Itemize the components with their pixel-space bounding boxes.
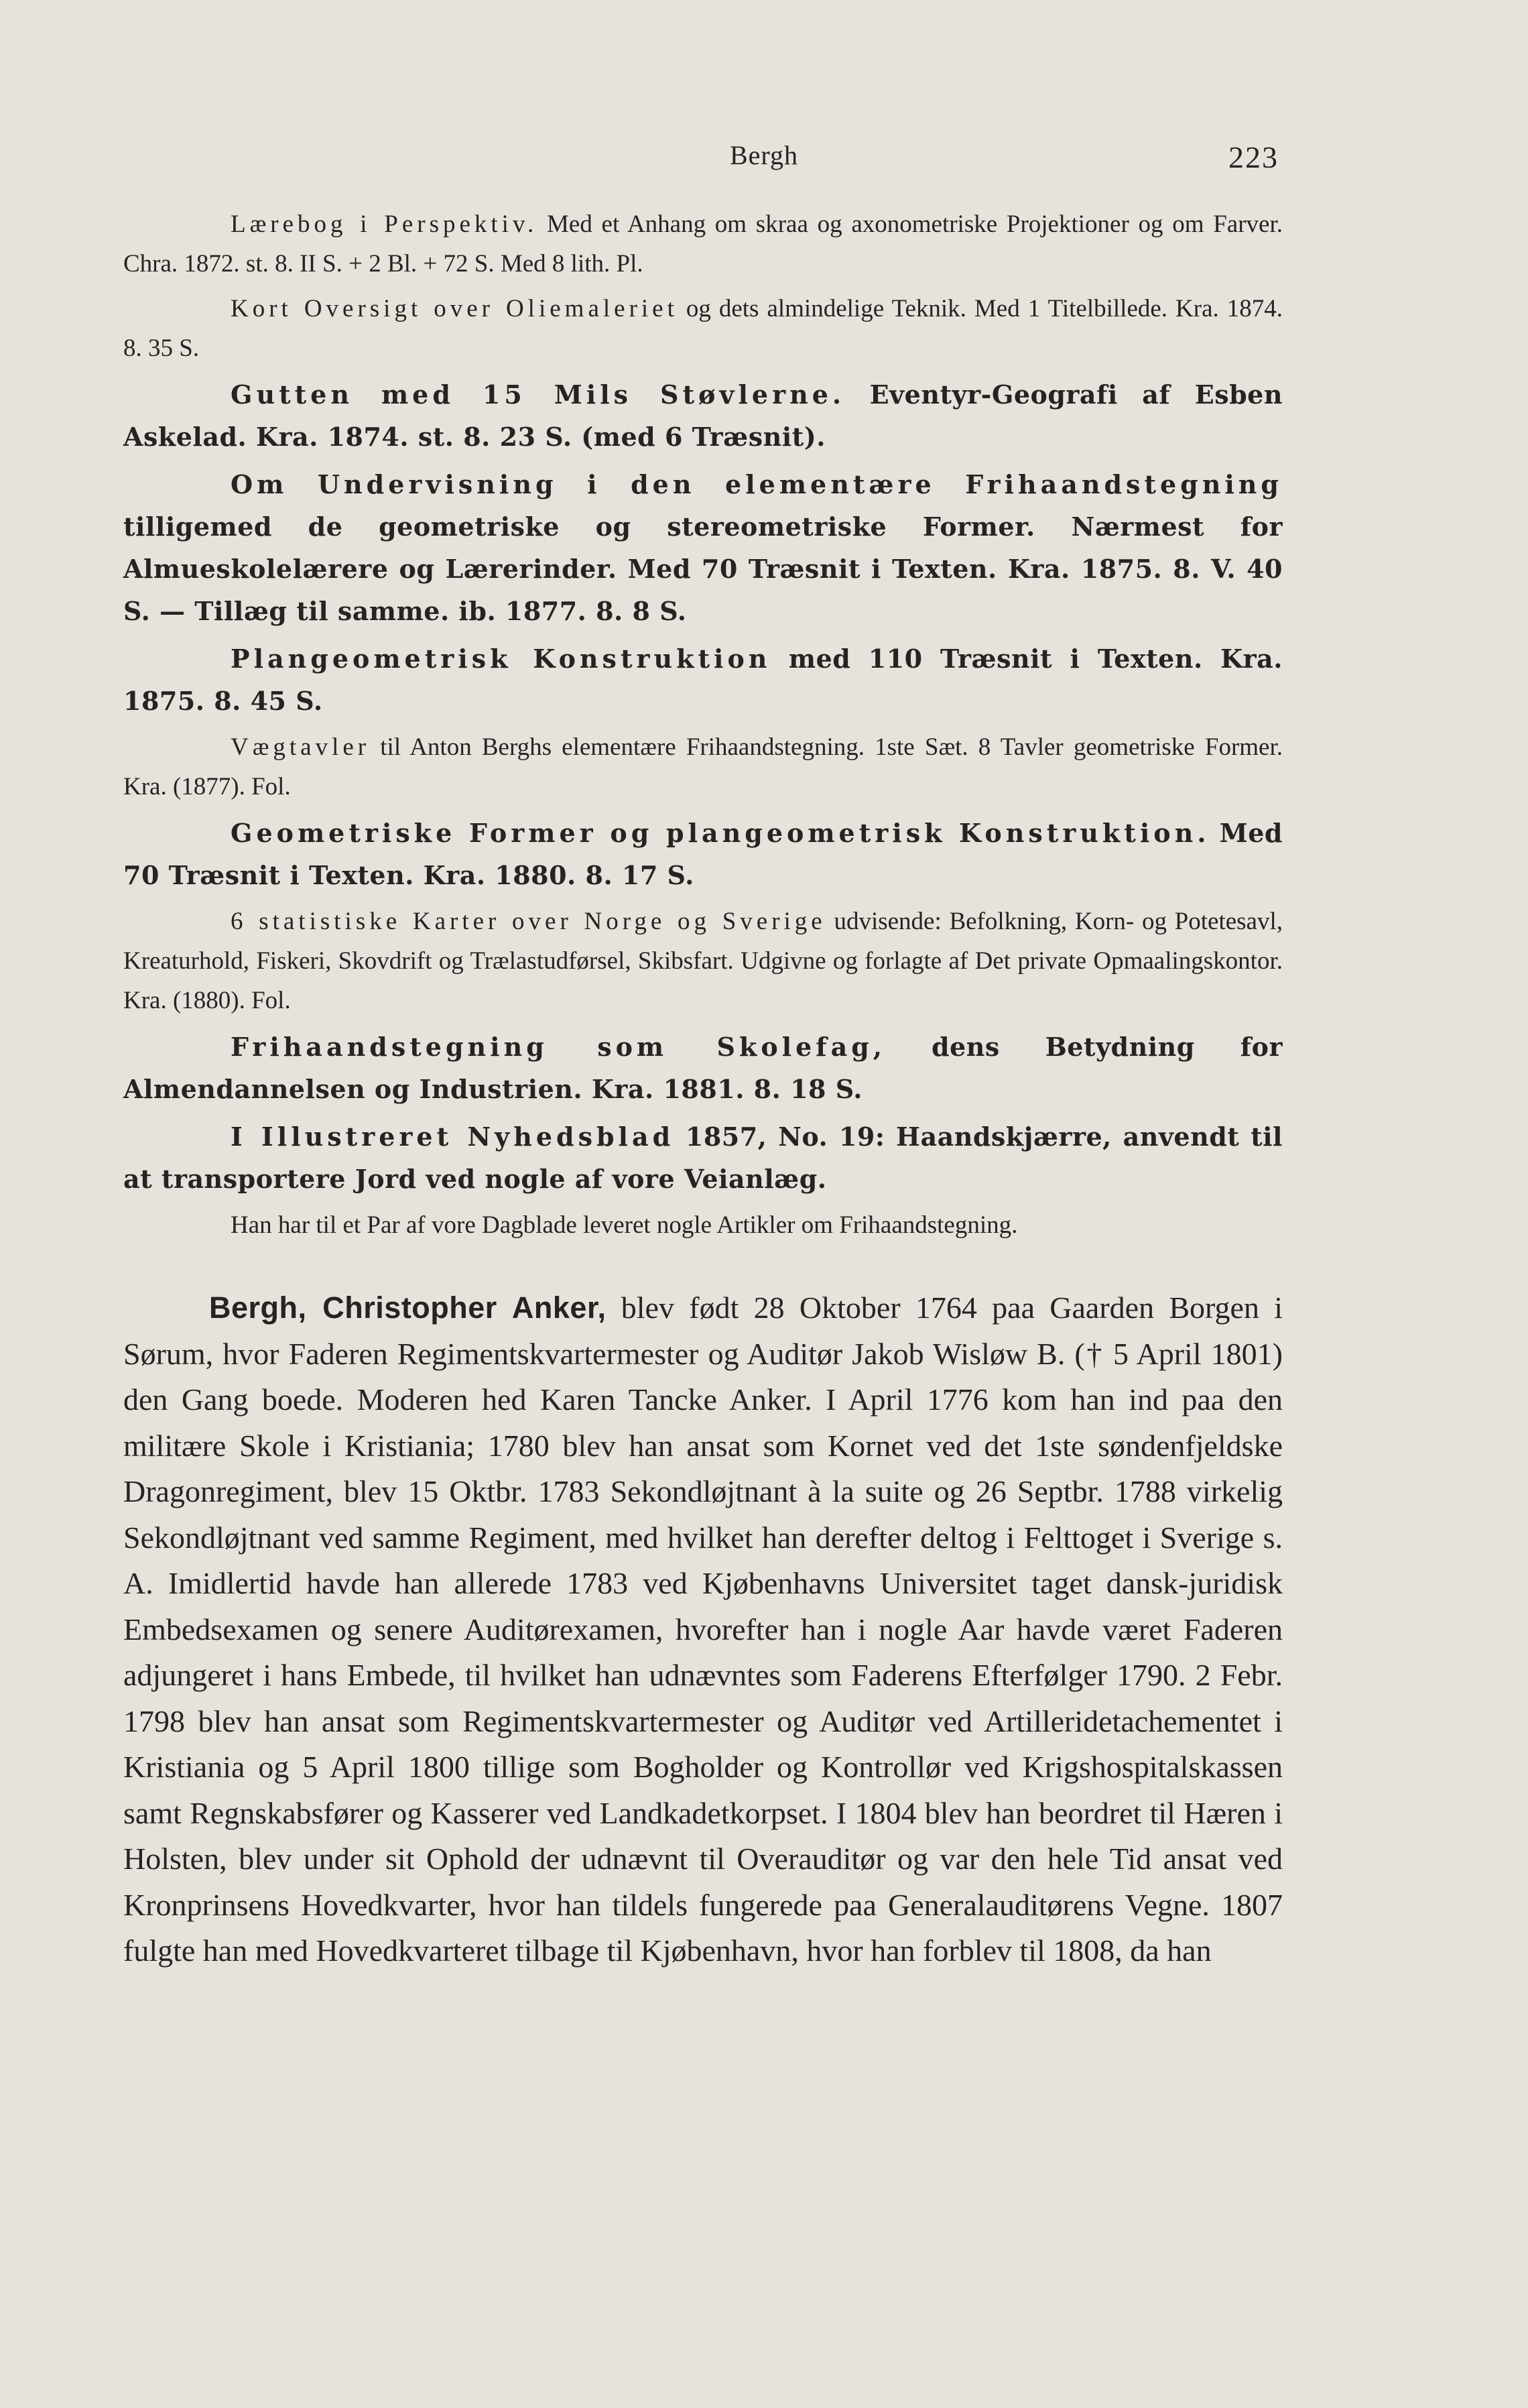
entry-title: 6 statistiske Karter over Norge og Sverige (231, 908, 826, 935)
bibliography-entry (123, 1026, 1283, 1110)
entry-title: Gutten med 15 Mils Støvlerne. (231, 379, 846, 410)
entry-title: Vægtavler (231, 733, 371, 761)
entry-details: til Anton Berghs elementære Frihaandstegning. 1ste Sæt. 8 Tavler geometriske Former. Kra. (1877). Fol. (123, 733, 1283, 800)
bibliography-entry (123, 638, 1283, 722)
biography-text: blev født 28 Oktober 1764 paa Gaarden Borgen i Sørum, hvor Faderen Regimentskvartermester og Auditør Jakob Wisløw B. († 5 April 1801) den Gang boede. Moderen hed Karen Tancke Anker. I April 1776 kom han ind paa den militære Skole i Kristiania; 1780 blev han ansat som Kornet ved det 1ste søndenfjeldske Dragonregiment, blev 15 Oktbr. 1783 Sekondløjtnant à la suite og 26 Septbr. 1788 virkelig Sekondløjtnant ved samme Regiment, med hvilket han derefter deltog i Felttoget i Sverige s. A. Imidlertid havde han allerede 1783 ved Kjøbenhavns Universitet taget dansk-juridisk Embedsexamen og senere Auditørexamen, hvorefter han i nogle Aar havde været Faderen adjungeret i hans Embede, til hvilket han udnævntes som Faderens Efterfølger 1790. 2 Febr. 1798 blev han ansat som Regimentskvartermester og Auditør ved Artilleridetachementet i Kristiania og 5 April 1800 tillige som Bogholder og Kontrollør ved Krigshospitalskassen samt Regnskabsfører og Kasserer ved Landkadetkorpset. I 1804 blev han beordret til Hæren i Holsten, blev under sit Ophold der udnævnt til Overauditør og var den hele Tid ansat ved Kronprinsens Hovedkvarter, hvor han tildels fungerede paa Generalauditørens Vegne. 1807 fulgte han med Hovedkvarteret tilbage til Kjøbenhavn, hvor han forblev til 1808, da han (123, 1290, 1283, 1968)
bibliography-note (123, 1205, 1283, 1245)
entry-details: og dets almindelige Teknik. Med 1 Titelbillede. Kra. 1874. 8. 35 S. (123, 295, 1283, 362)
bibliography-entry (123, 289, 1283, 368)
entry-title: Kort Oversigt over Oliemaleriet (231, 295, 678, 322)
bibliography-entry (123, 727, 1283, 806)
page-content (123, 204, 1283, 2005)
entry-title: I Illustreret Nyhedsblad (231, 1122, 675, 1152)
entry-details: med 110 Træsnit i Texten. Kra. 1875. 8. 45 S. (123, 644, 1283, 716)
entry-details: dens Betydning for Almendannelsen og Industrien. Kra. 1881. 8. 18 S. (123, 1032, 1283, 1104)
entry-details: Med 70 Træsnit i Texten. Kra. 1880. 8. 17 S. (123, 818, 1283, 890)
note-text: Han har til et Par af vore Dagblade leveret nogle Artikler om Frihaandstegning. (231, 1211, 1018, 1239)
page-number: 223 (1228, 140, 1279, 174)
entry-details: Eventyr-Geografi af Esben Askelad. Kra. 1874. st. 8. 23 S. (med 6 Træsnit). (123, 379, 1283, 452)
entry-title: Frihaandstegning som Skolefag, (231, 1032, 887, 1062)
bibliography-entry (123, 373, 1283, 458)
entry-title: Lærebog i Perspektiv. (231, 210, 538, 238)
entry-details: udvisende: Befolkning, Korn- og Potetesavl, Kreaturhold, Fiskeri, Skovdrift og Trælastudførsel, Skibsfart. Udgivne og forlagte af Det private Opmaalingskontor. Kra. (1880). Fol. (123, 908, 1283, 1014)
biography-name: Bergh, Christopher Anker, (209, 1290, 607, 1325)
bibliography-entry (123, 463, 1283, 632)
page-header (0, 139, 1528, 180)
entry-title: Plangeometrisk Konstruktion (231, 644, 771, 674)
bibliography-entry (123, 902, 1283, 1020)
entry-details: 1857, No. 19: Haandskjærre, anvendt til at transportere Jord ved nogle af vore Veianlæg. (123, 1122, 1283, 1194)
entry-details: Med et Anhang om skraa og axonometriske Projektioner og om Farver. Chra. 1872. st. 8. II S. + 2 Bl. + 72 S. Med 8 lith. Pl. (123, 210, 1283, 278)
biography-paragraph (123, 1285, 1283, 1974)
entry-title: Om Undervisning i den elementære Frihaandstegning (231, 469, 1283, 499)
entry-details: tilligemed de geometriske og stereometriske Former. Nærmest for Almueskolelærere og Lærerinder. Med 70 Træsnit i Texten. Kra. 1875. 8. V. 40 S. — Tillæg til samme. ib. 1877. 8. 8 S. (123, 511, 1283, 626)
bibliography-entry (123, 812, 1283, 896)
entry-title: Geometriske Former og plangeometrisk Konstruktion. (231, 818, 1210, 848)
bibliography-entry (123, 204, 1283, 284)
running-head: Bergh (729, 140, 799, 170)
bibliography-entry (123, 1116, 1283, 1200)
